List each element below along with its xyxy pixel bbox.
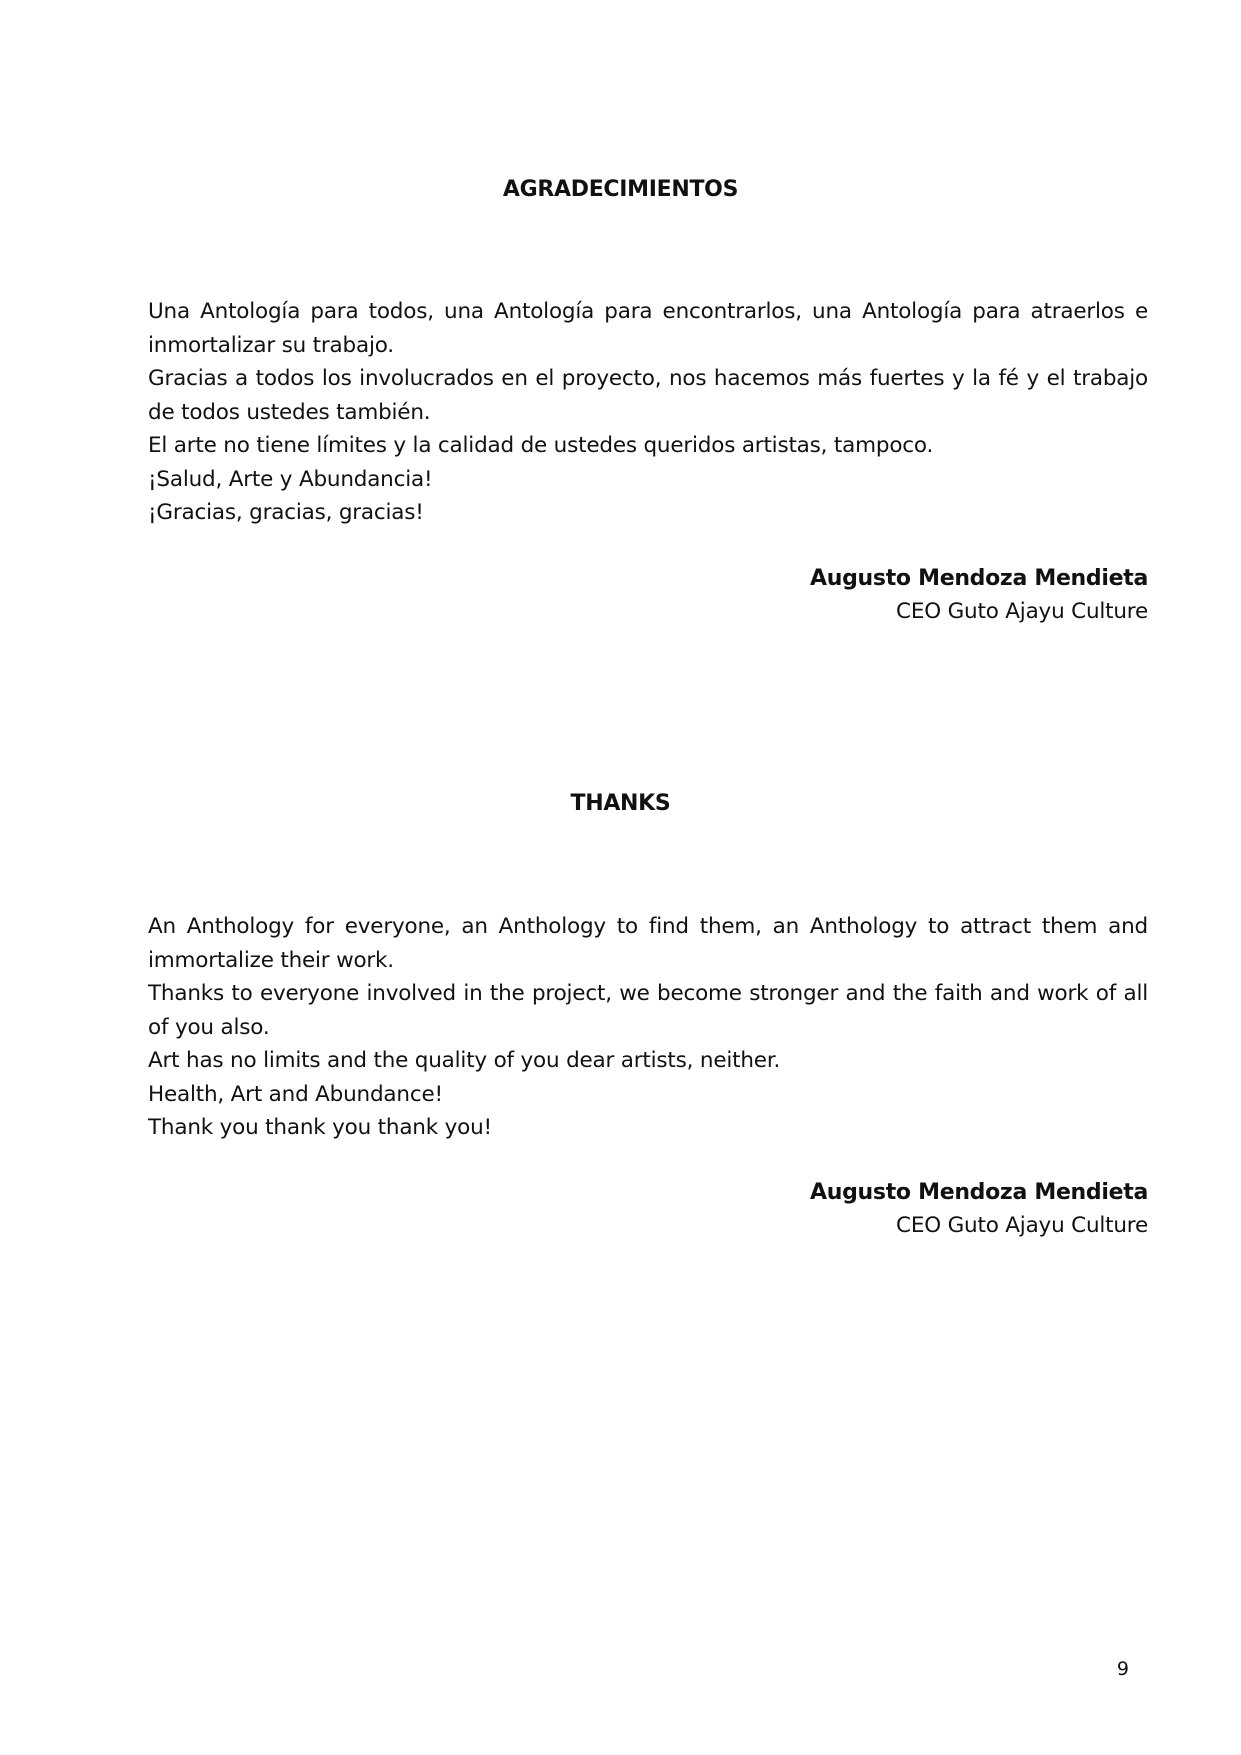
english-paragraph-5: Thank you thank you thank you!	[148, 1115, 492, 1140]
english-paragraph-4: Health, Art and Abundance!	[148, 1081, 443, 1107]
spanish-paragraph-1: Una Antología para todos, una Antología para encontrarlos, una Antología para atraerlos e inmortalizar su trabajo.	[148, 299, 1148, 358]
english-body	[148, 910, 1148, 1145]
heading-thanks: THANKS	[570, 791, 671, 816]
heading-agradecimientos: AGRADECIMIENTOS	[502, 177, 739, 202]
spanish-paragraph-5: ¡Gracias, gracias, gracias!	[148, 500, 424, 525]
english-paragraph-3: Art has no limits and the quality of you dear artists, neither.	[148, 1048, 781, 1073]
signature-name: Augusto Mendoza Mendieta	[810, 566, 1148, 591]
spanish-paragraph-2: Gracias a todos los involucrados en el proyecto, nos hacemos más fuertes y la fé y el trabajo de todos ustedes también.	[148, 366, 1148, 425]
english-signature	[810, 1176, 1148, 1242]
spanish-signature	[810, 562, 1148, 628]
spanish-body	[148, 295, 1148, 530]
signature-role: CEO Guto Ajayu Culture	[896, 599, 1148, 624]
spanish-paragraph-3: El arte no tiene límites y la calidad de ustedes queridos artistas, tampoco.	[148, 433, 934, 458]
spanish-paragraph-4: ¡Salud, Arte y Abundancia!	[148, 466, 433, 492]
signature-name: Augusto Mendoza Mendieta	[810, 1180, 1148, 1205]
page-number: 9	[1116, 1658, 1129, 1680]
english-paragraph-1: An Anthology for everyone, an Anthology to find them, an Anthology to attract them and immortalize their work.	[148, 914, 1148, 973]
english-paragraph-2: Thanks to everyone involved in the project, we become stronger and the faith and work of all of you also.	[148, 981, 1148, 1040]
signature-role: CEO Guto Ajayu Culture	[896, 1213, 1148, 1238]
